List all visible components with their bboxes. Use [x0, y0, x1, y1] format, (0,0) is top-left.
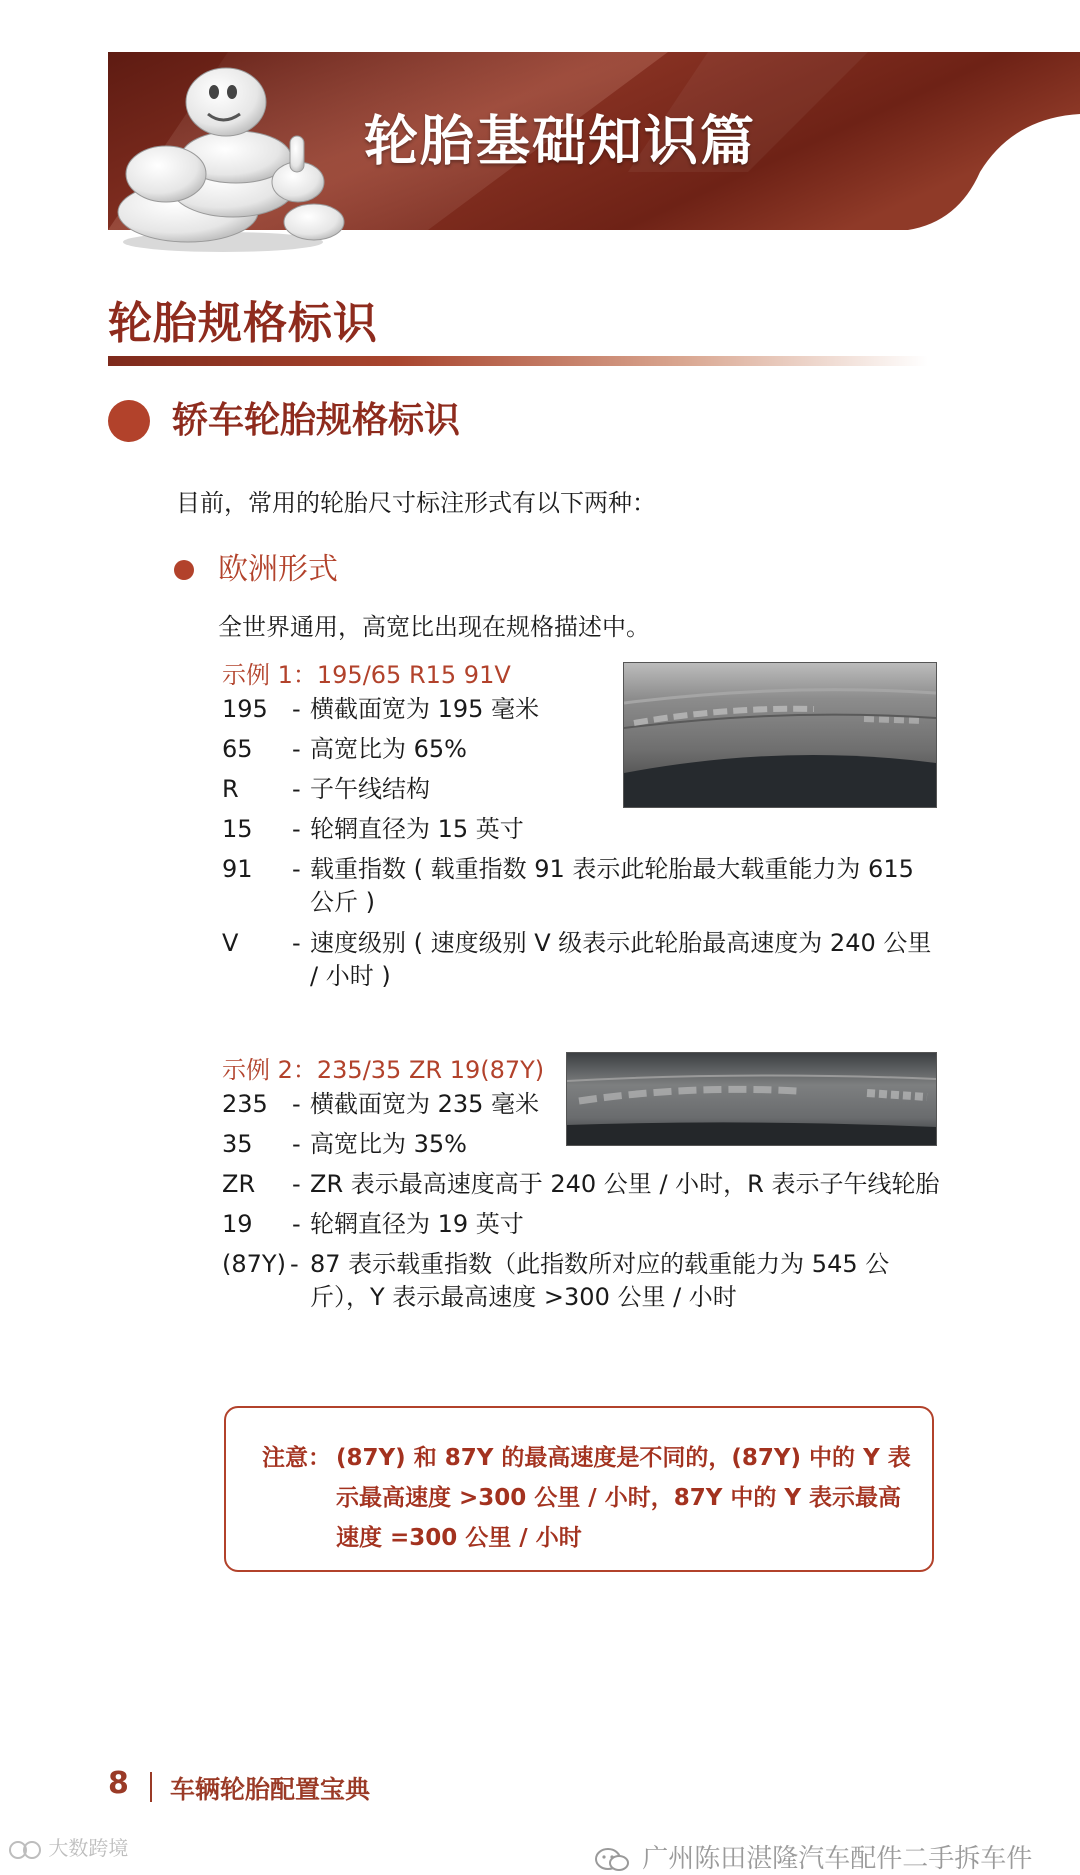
spec-text: 高宽比为 35% — [310, 1130, 467, 1158]
european-format-desc: 全世界通用，高宽比出现在规格描述中。 — [218, 613, 650, 641]
watermark-right-text: 广州陈田湛隆汽车配件二手拆车件 — [642, 1844, 1033, 1874]
watermark-left-text: 大数跨境 — [48, 1836, 129, 1860]
spec-dash: - — [292, 815, 301, 843]
spec-text: 速度级别 ( 速度级别 V 级表示此轮胎最高速度为 240 公里 / 小时 ) — [310, 929, 932, 990]
spec-text: 横截面宽为 235 毫米 — [310, 1090, 540, 1118]
spec-text: 高宽比为 65% — [310, 735, 467, 763]
spec-code: 15 — [222, 815, 253, 843]
spec-code: V — [222, 929, 239, 957]
spec-dash: - — [292, 929, 301, 957]
tire-mascot-illustration — [108, 62, 348, 252]
spec-dash: - — [292, 735, 301, 763]
note-label: 注意： — [262, 1445, 331, 1471]
section-divider — [108, 356, 928, 366]
european-format-title: 欧洲形式 — [218, 552, 338, 587]
tire-sidewall-photo-2 — [566, 1052, 937, 1146]
spec-code: 91 — [222, 855, 253, 883]
section-title: 轮胎规格标识 — [108, 298, 378, 349]
wechat-icon — [594, 1847, 630, 1873]
spec-text: 载重指数 ( 载重指数 91 表示此轮胎最大载重能力为 615 公斤 ) — [310, 855, 914, 916]
spec-dash: - — [292, 1210, 301, 1238]
spec-code: 19 — [222, 1210, 253, 1238]
watermark-logo-icon — [8, 1839, 42, 1861]
spec-text: 横截面宽为 195 毫米 — [310, 695, 540, 723]
note-line-3: 速度 =300 公里 / 小时 — [336, 1525, 582, 1551]
subsection-bullet — [108, 400, 150, 442]
spec-code: R — [222, 775, 239, 803]
watermark-left — [8, 1832, 128, 1861]
note-line-2: 示最高速度 >300 公里 / 小时，87Y 中的 Y 表示最高 — [336, 1485, 902, 1511]
european-bullet — [174, 560, 194, 580]
spec-text: 子午线结构 — [310, 775, 430, 803]
watermark-right — [594, 1838, 1032, 1875]
spec-dash: - — [292, 1090, 301, 1118]
spec-text: 轮辋直径为 15 英寸 — [310, 815, 524, 843]
spec-dash: - — [292, 1170, 301, 1198]
spec-dash: - — [292, 1130, 301, 1158]
spec-dash: - — [292, 775, 301, 803]
spec-text: 87 表示载重指数（此指数所对应的载重能力为 545 公斤），Y 表示最高速度 >300 公里 / 小时 — [310, 1250, 890, 1311]
note-line-1: (87Y) 和 87Y 的最高速度是不同的，(87Y) 中的 Y 表 — [336, 1445, 911, 1471]
page-number: 8 — [108, 1766, 129, 1801]
example2-label: 示例 2：235/35 ZR 19(87Y) — [222, 1056, 545, 1084]
intro-text: 目前，常用的轮胎尺寸标注形式有以下两种： — [176, 489, 656, 517]
tire-sidewall-photo-1 — [623, 662, 937, 808]
spec-code: 235 — [222, 1090, 268, 1118]
spec-code: 35 — [222, 1130, 253, 1158]
book-title: 车辆轮胎配置宝典 — [170, 1775, 371, 1804]
spec-text: 轮辋直径为 19 英寸 — [310, 1210, 524, 1238]
footer-separator — [150, 1772, 152, 1802]
spec-dash: - — [292, 855, 301, 883]
spec-dash: - — [292, 695, 301, 723]
spec-code: ZR — [222, 1170, 256, 1198]
note-box — [224, 1406, 934, 1572]
spec-code: (87Y) — [222, 1250, 286, 1278]
spec-text: ZR 表示最高速度高于 240 公里 / 小时，R 表示子午线轮胎 — [310, 1170, 940, 1198]
spec-code: 195 — [222, 695, 268, 723]
subsection-title: 轿车轮胎规格标识 — [172, 400, 461, 441]
example1-label: 示例 1：195/65 R15 91V — [222, 661, 511, 689]
banner-title: 轮胎基础知识篇 — [364, 109, 756, 173]
spec-dash: - — [290, 1250, 299, 1278]
spec-code: 65 — [222, 735, 253, 763]
